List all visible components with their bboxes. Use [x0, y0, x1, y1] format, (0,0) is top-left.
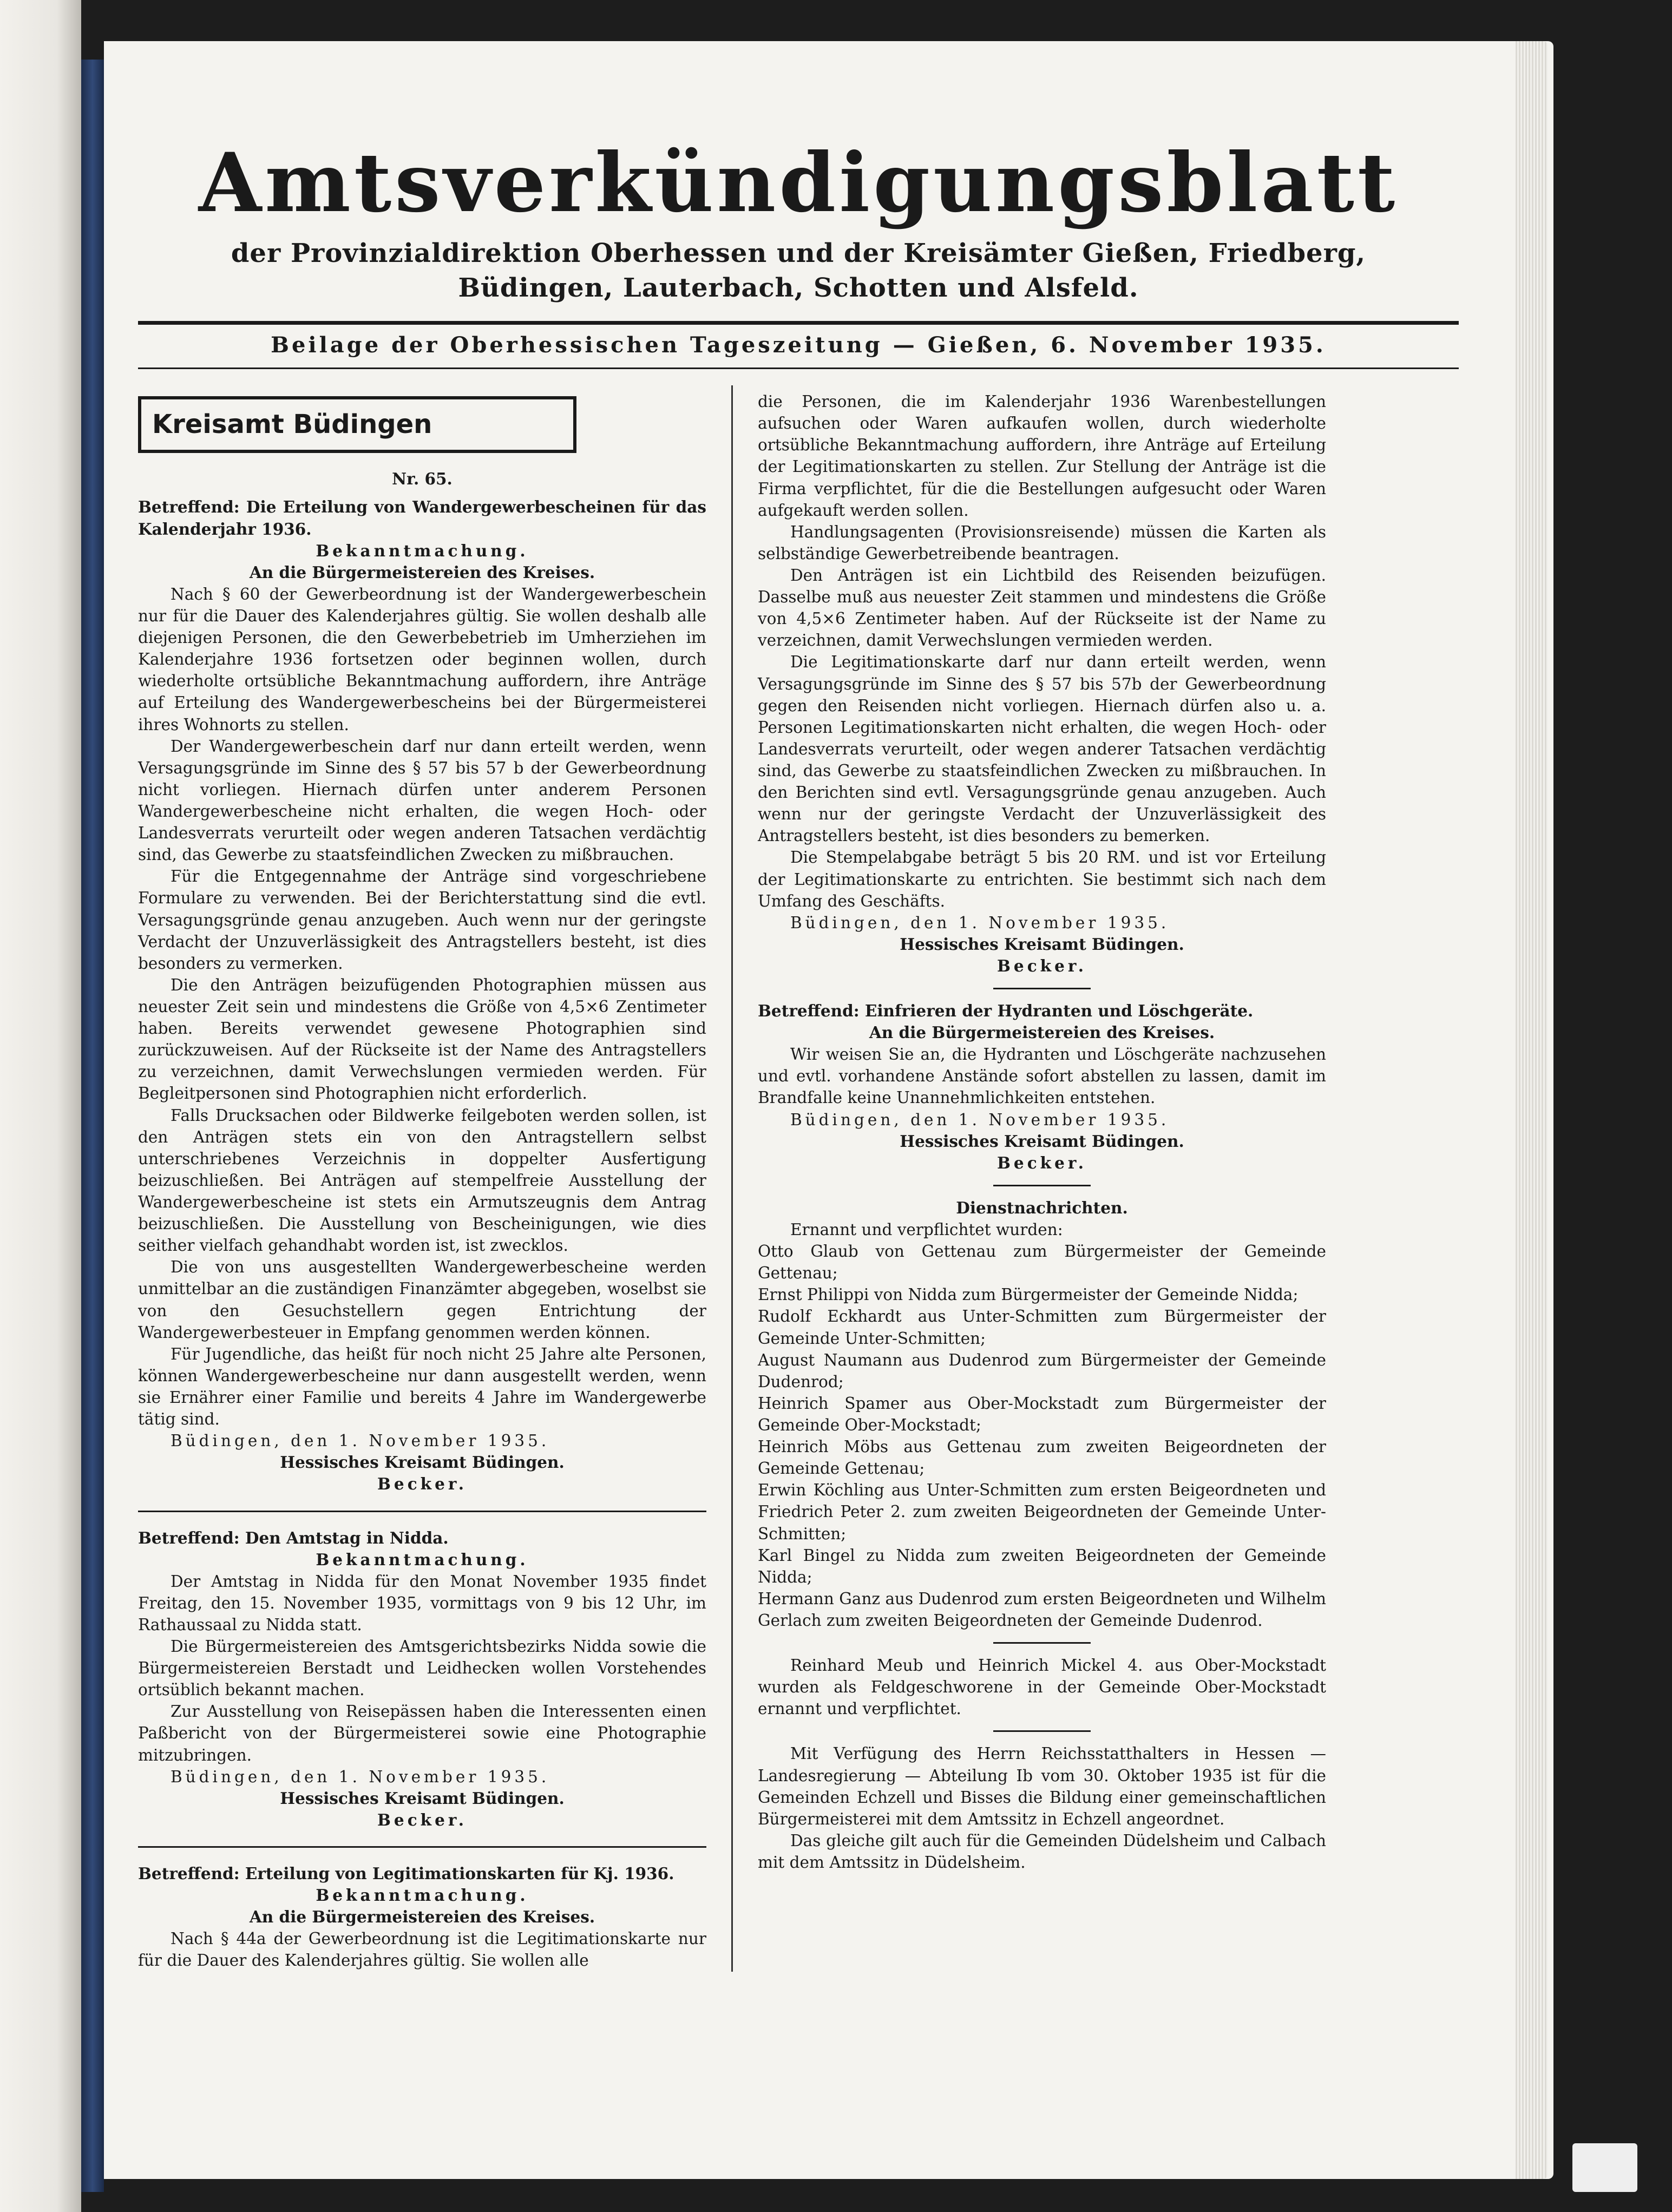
article-kind: Bekanntmachung. — [316, 1550, 529, 1569]
article-addressee: An die Bürgermeistereien des Kreises. — [249, 562, 595, 582]
paragraph: Die von uns ausgestellten Wandergewerbescheine werden unmittelbar an die zuständigen Finanzämter abgegeben, woselbst sie von den Gesuchstellern gegen Entrichtung der Wandergewerbesteuer in Empfang genommen werden können. — [138, 1258, 706, 1342]
section-rule — [138, 1846, 706, 1848]
paragraph: Mit Verfügung des Herrn Reichsstatthalters in Hessen — Landesregierung — Abteilung Ib vom 30. Oktober 1935 ist für die Gemeinden Echzell und Bisses die Bildung einer gemeinschaftlichen Bürgermeisterei mit dem Amtssitz in Echzell angeordnet. — [758, 1744, 1326, 1828]
list-item: Karl Bingel zu Nidda zum zweiten Beigeordneten der Gemeinde Nidda; — [758, 1546, 1326, 1586]
authority: Hessisches Kreisamt Büdingen. — [280, 1453, 565, 1472]
list-item: Rudolf Eckhardt aus Unter-Schmitten zum Bürgermeister der Gemeinde Unter-Schmitten; — [758, 1307, 1326, 1348]
article-addressee: An die Bürgermeistereien des Kreises. — [869, 1023, 1215, 1042]
article-subject: Betreffend: Einfrieren der Hydranten und Löschgeräte. — [758, 1001, 1254, 1021]
list-item: Ernst Philippi von Nidda zum Bürgermeister der Gemeinde Nidda; — [758, 1285, 1299, 1304]
document — [138, 135, 1459, 1972]
left-page-margin — [0, 0, 81, 2212]
paragraph: Zur Ausstellung von Reisepässen haben die Interessenten einen Paßbericht von der Bürgermeisterei sowie eine Photographie mitzubringen. — [138, 1702, 706, 1764]
list-item: Hermann Ganz aus Dudenrod zum ersten Beigeordneten und Wilhelm Gerlach zum zweiten Beigeordneten der Gemeinde Dudenrod. — [758, 1589, 1326, 1630]
paragraph: Nach § 60 der Gewerbeordnung ist der Wandergewerbeschein nur für die Dauer des Kalenderjahres gültig. Sie wollen deshalb alle diejenigen Personen, die den Gewerbebetrieb im Umherziehen im Kalenderjahre 1936 fortsetzen oder beginnen wollen, durch wiederholte ortsübliche Bekanntmachung auffordern, ihre Anträge auf Erteilung des Wandergewerbescheins bei der Bürgermeisterei ihres Wohnorts zu stellen. — [138, 585, 706, 734]
paragraph: die Personen, die im Kalenderjahr 1936 Warenbestellungen aufsuchen oder Waren aufkaufen wollen, durch wiederholte ortsübliche Bekanntmachung auffordern, ihre Anträge auf Erteilung der Legitimationskarten zu stellen. Zur Stellung der Anträge ist die Firma verpflichtet, für die die Bestellungen aufgesucht oder Waren aufgekauft werden sollen. — [758, 392, 1326, 520]
newspaper-subtitle: der Provinzialdirektion Oberhessen und der Kreisämter Gießen, Friedberg, Büdingen, Lauterbach, Schotten und Alsfeld. — [231, 238, 1366, 304]
authority: Hessisches Kreisamt Büdingen. — [900, 1131, 1184, 1151]
authority: Hessisches Kreisamt Büdingen. — [900, 934, 1184, 954]
paragraph: Ernannt und verpflichtet wurden: — [790, 1220, 1063, 1239]
article-subject: Betreffend: Erteilung von Legitimationskarten für Kj. 1936. — [138, 1864, 674, 1883]
section-title: Dienstnachrichten. — [956, 1198, 1128, 1217]
newspaper-title: Amtsverkündigungsblatt — [198, 135, 1399, 231]
article-subject: Betreffend: Die Erteilung von Wandergewerbescheinen für das Kalenderjahr 1936. — [138, 497, 706, 539]
paragraph: Der Wandergewerbeschein darf nur dann erteilt werden, wenn Versagungsgründe im Sinne des § 57 bis 57 b der Gewerbeordnung nicht vorliegen. Hiernach dürfen unter anderem Personen Wandergewerbescheine nicht erhalten, die wegen Hoch- oder Landesverrats verurteilt oder wegen anderen Tatsachen verdächtig sind, das Gewerbe zu staatsfeindlichen Zwecken zu mißbrauchen. — [138, 737, 706, 864]
dateline: Büdingen, den 1. November 1935. — [790, 1110, 1170, 1129]
section-rule — [993, 1730, 1091, 1732]
signature: Becker. — [377, 1474, 467, 1494]
paragraph: Die Legitimationskarte darf nur dann erteilt werden, wenn Versagungsgründe im Sinne des § 57 bis 57b der Gewerbeordnung gegen den Reisenden nicht vorliegen. Hiernach dürfen also u. a. Personen Legitimationskarten nicht erhalten, die wegen Hoch- oder Landesverrats verurteilt, oder wegen anderer Tatsachen verdächtig sind, das Gewerbe zu staatsfeindlichen Zwecken zu mißbrauchen. In den Berichten sind evtl. Versagungsgründe genau anzugeben. Auch wenn nur der geringste Verdacht der Unzuverlässigkeit des Antragstellers besteht, ist dies besonders zu bemerken. — [758, 653, 1326, 845]
paragraph: Für die Entgegennahme der Anträge sind vorgeschriebene Formulare zu verwenden. Bei der Berichterstattung sind die evtl. Versagungsgründe genau anzugeben. Auch wenn nur der geringste Verdacht der Unzuverlässigkeit des Antragstellers besteht, ist dies besonders zu vermerken. — [138, 867, 706, 973]
article-addressee: An die Bürgermeistereien des Kreises. — [249, 1907, 595, 1927]
section-rule — [138, 1511, 706, 1512]
scan-corner — [1572, 2143, 1637, 2192]
section-box-heading: Kreisamt Büdingen — [138, 396, 576, 453]
list-item: Heinrich Spamer aus Ober-Mockstadt zum Bürgermeister der Gemeinde Ober-Mockstadt; — [758, 1394, 1326, 1435]
dateline: Büdingen, den 1. November 1935. — [790, 913, 1170, 932]
list-item: Erwin Köchling aus Unter-Schmitten zum ersten Beigeordneten und Friedrich Peter 2. zum zweiten Beigeordneten der Gemeinde Unter-Schmitten; — [758, 1481, 1326, 1543]
paragraph: Das gleiche gilt auch für die Gemeinden Düdelsheim und Calbach mit dem Amtssitz in Düdelsheim. — [758, 1831, 1326, 1872]
article-number: Nr. 65. — [392, 469, 453, 489]
signature: Becker. — [997, 1153, 1087, 1172]
paragraph: Falls Drucksachen oder Bildwerke feilgeboten werden sollen, ist den Anträgen stets ein von den Antragstellern selbst unterschriebenes Verzeichnis in doppelter Ausfertigung beizuschließen. Bei Anträgen auf stempelfreie Ausstellung der Wandergewerbescheine ist stets ein Armutszeugnis dem Antrag beizuschließen. Die Ausstellung von Bescheinigungen, wie dies seither vielfach gehandhabt worden ist, ist zwecklos. — [138, 1106, 706, 1255]
section-rule — [993, 1185, 1091, 1186]
left-column — [138, 391, 706, 1971]
article-subject: Betreffend: Den Amtstag in Nidda. — [138, 1528, 449, 1547]
paragraph: Die Stempelabgabe beträgt 5 bis 20 RM. und ist vor Erteilung der Legitimationskarte zu entrichten. Sie bestimmt sich nach dem Umfang des Geschäfts. — [758, 848, 1326, 910]
masthead — [138, 135, 1459, 369]
article-kind: Bekanntmachung. — [316, 541, 529, 560]
signature: Becker. — [377, 1810, 467, 1829]
signature: Becker. — [997, 956, 1087, 975]
column-divider — [731, 385, 733, 1971]
paragraph: Wir weisen Sie an, die Hydranten und Löschgeräte nachzusehen und evtl. vorhandene Anstände sofort abstellen zu lassen, damit im Brandfalle keine Unannehmlichkeiten entstehen. — [758, 1045, 1326, 1107]
right-column — [758, 391, 1326, 1971]
section-rule — [993, 988, 1091, 989]
paragraph: Den Anträgen ist ein Lichtbild des Reisenden beizufügen. Dasselbe muß aus neuester Zeit stammen und mindestens die Größe von 4,5×6 Zentimeter haben. Auf der Rückseite ist der Name zu verzeichnen, damit Verwechslungen vermieden werden. — [758, 566, 1326, 650]
list-item: August Naumann aus Dudenrod zum Bürgermeister der Gemeinde Dudenrod; — [758, 1350, 1326, 1391]
masthead-rule — [138, 321, 1459, 325]
paragraph: Für Jugendliche, das heißt für noch nicht 25 Jahre alte Personen, können Wandergewerbescheine nur dann ausgestellt werden, wenn sie Ernährer einer Familie und bereits 4 Jahre im Wandergewerbe tätig sind. — [138, 1344, 706, 1429]
paragraph: Handlungsagenten (Provisionsreisende) müssen die Karten als selbständige Gewerbetreibende beantragen. — [758, 522, 1326, 563]
paragraph: Reinhard Meub und Heinrich Mickel 4. aus Ober-Mockstadt wurden als Feldgeschworene in der Gemeinde Ober-Mockstadt ernannt und verpflichtet. — [758, 1656, 1326, 1718]
columns — [138, 391, 1459, 1971]
list-item: Heinrich Möbs aus Gettenau zum zweiten Beigeordneten der Gemeinde Gettenau; — [758, 1438, 1326, 1478]
page-edges — [1516, 41, 1548, 2179]
list-item: Otto Glaub von Gettenau zum Bürgermeister der Gemeinde Gettenau; — [758, 1242, 1326, 1283]
paragraph: Nach § 44a der Gewerbeordnung ist die Legitimationskarte nur für die Dauer des Kalenderjahres gültig. Sie wollen alle — [138, 1929, 706, 1970]
issue-rule — [138, 367, 1459, 369]
paragraph: Die Bürgermeistereien des Amtsgerichtsbezirks Nidda sowie die Bürgermeistereien Berstadt und Leidhecken wollen Vorstehendes ortsüblich bekannt machen. — [138, 1637, 706, 1699]
dateline: Büdingen, den 1. November 1935. — [171, 1432, 550, 1450]
paragraph: Die den Anträgen beizufügenden Photographien müssen aus neuester Zeit sein und mindestens die Größe von 4,5×6 Zentimeter haben. Bereits verwendet gewesene Photographien sind zurückzuweisen. Auf der Rückseite ist der Name des Antragstellers zu verzeichnen, damit Verwechslungen vermieden werden. Für Begleitpersonen sind Photographien nicht erforderlich. — [138, 975, 706, 1103]
article-kind: Bekanntmachung. — [316, 1886, 529, 1905]
dateline: Büdingen, den 1. November 1935. — [171, 1767, 550, 1786]
paragraph: Der Amtstag in Nidda für den Monat November 1935 findet Freitag, den 15. November 1935, vormittags von 9 bis 12 Uhr, im Rathaussaal zu Nidda statt. — [138, 1572, 706, 1634]
authority: Hessisches Kreisamt Büdingen. — [280, 1788, 565, 1808]
book-spine — [81, 60, 104, 2192]
section-rule — [993, 1642, 1091, 1644]
issue-line: Beilage der Oberhessischen Tageszeitung — Gießen, 6. November 1935. — [271, 332, 1326, 358]
